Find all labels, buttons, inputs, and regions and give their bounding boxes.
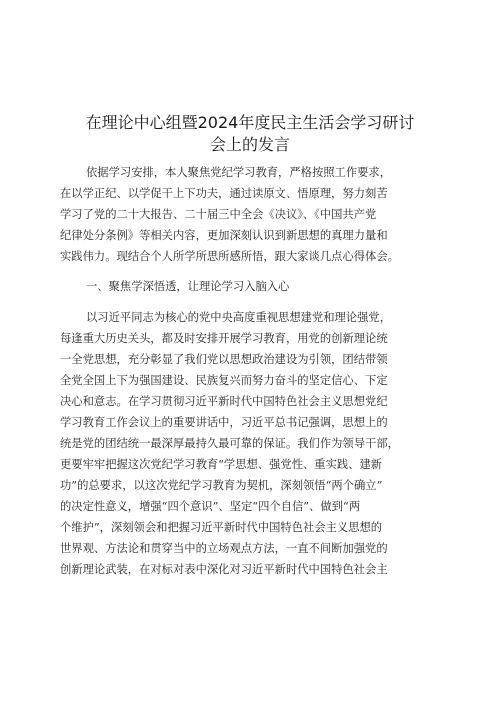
paragraph-2-line-11: 个维护”，深刻领会和把握习近平新时代中国特色社会主义思想的 bbox=[60, 521, 383, 534]
paragraph-2-line-12: 世界观、方法论和贯穿当中的立场观点方法，一直不间断加强党的 bbox=[60, 542, 388, 555]
paragraph-2-line-13: 创新理论武装，在对标对表中深化对习近平新时代中国特色社会主 bbox=[60, 563, 388, 576]
paragraph-1-line-4: 纪律处分条例》等相关内容，更加深刻认识到新思想的真理力量和 bbox=[60, 229, 388, 242]
document-title-line-2: 会上的发言 bbox=[209, 135, 290, 154]
paragraph-1-line-5: 实践伟力。现结合个人所学所思所感所悟，跟大家谈几点心得体会。 bbox=[60, 250, 399, 263]
paragraph-2-line-6: 学习教育工作会议上的重要讲话中，习近平总书记强调，思想上的 bbox=[60, 416, 388, 429]
paragraph-2-line-10: 的决定性意义，增强“四个意识”、坚定“四个自信”、做到“两 bbox=[60, 500, 361, 513]
paragraph-2-line-3: 一全党思想，充分彰显了我们党以思想政治建设为引领，团结带领 bbox=[60, 353, 388, 366]
document-title-line-1: 在理论中心组暨2024年度民主生活会学习研讨 bbox=[85, 113, 415, 132]
paragraph-2-line-8: 更要牢牢把握这次党纪学习教育“学思想、强党性、重实践、建新 bbox=[60, 458, 383, 471]
section-heading-1: 一、聚焦学深悟透，让理论学习入脑入心 bbox=[86, 280, 290, 293]
paragraph-1-line-2: 在以学正纪、以学促干上下功夫，通过读原文、悟原理，努力刻苦 bbox=[60, 187, 388, 200]
paragraph-2-line-4: 全党全国上下为强国建设、民族复兴而努力奋斗的坚定信心、下定 bbox=[60, 374, 388, 387]
paragraph-2-line-2: 每逢重大历史关头，都及时安排开展学习教育，用党的创新理论统 bbox=[60, 332, 388, 345]
paragraph-2-line-7: 统是党的团结统一最深厚最持久最可靠的保证。我们作为领导干部， bbox=[60, 437, 399, 450]
paragraph-2-line-1: 以习近平同志为核心的党中央高度重视思想建党和理论强党， bbox=[86, 311, 392, 324]
paragraph-1-line-1: 依据学习安排，本人聚焦党纪学习教育，严格按照工作要求， bbox=[86, 166, 392, 179]
paragraph-2-line-9: 功”的总要求，以这次党纪学习教育为契机，深刻领悟“两个确立” bbox=[60, 479, 383, 492]
paragraph-2-line-5: 决心和意志。在学习贯彻习近平新时代中国特色社会主义思想党纪 bbox=[60, 395, 388, 408]
paragraph-1-line-3: 学习了党的二十大报告、二十届三中全会《决议》、《中国共产党 bbox=[60, 208, 377, 221]
